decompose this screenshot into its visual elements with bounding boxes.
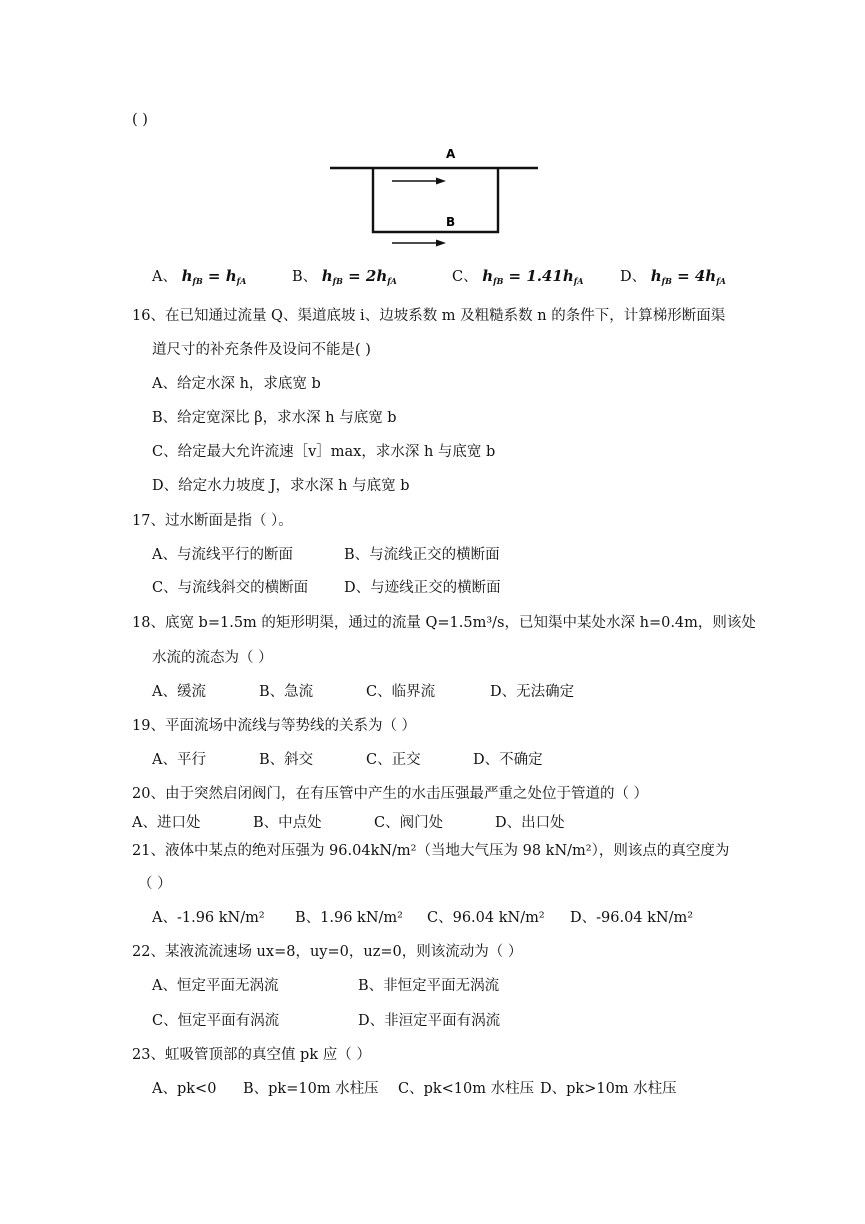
q16-option-a: A、给定水深 h，求底宽 b <box>152 376 321 392</box>
q21-stem-line2: （ ） <box>138 876 172 892</box>
pipe-b-loop <box>373 168 498 232</box>
q22-option-d: D、非洹定平面有涡流 <box>358 1013 501 1029</box>
q19-option-a: A、平行 <box>152 752 206 768</box>
q21-option-c: C、96.04 kN/m² <box>427 910 545 926</box>
q21-option-b: B、1.96 kN/m² <box>295 910 403 926</box>
formula: $h_{fB} = h_{fA}$ <box>181 267 247 286</box>
q15-option-d: D、 $h_{fB} = 4h_{fA}$ <box>620 267 726 286</box>
q16-option-d: D、给定水力坡度 J，求水深 h 与底宽 b <box>152 478 410 494</box>
q16-stem-line1: 16、在已知通过流量 Q、渠道底坡 i、边坡系数 m 及粗糙系数 n 的条件下，计算梯形断面渠 <box>132 308 726 324</box>
q21-option-d: D、-96.04 kN/m² <box>570 910 694 926</box>
label-b: B <box>446 215 456 229</box>
q17-stem: 17、过水断面是指（ ）。 <box>132 513 293 529</box>
q20-stem: 20、由于突然启闭阀门，在有压管中产生的水击压强最严重之处位于管道的（ ） <box>132 786 649 802</box>
q17-option-b: B、与流线正交的横断面 <box>344 547 500 563</box>
pipe-diagram <box>330 140 550 255</box>
q22-option-c: C、恒定平面有涡流 <box>152 1013 280 1029</box>
q23-stem: 23、虹吸管顶部的真空值 pk 应（ ） <box>132 1047 371 1063</box>
q15-option-b: B、 $h_{fB} = 2h_{fA}$ <box>292 267 397 286</box>
q16-stem-line2: 道尺寸的补充条件及设问不能是( ) <box>152 342 371 358</box>
formula: $h_{fB} = 1.41h_{fA}$ <box>482 267 584 286</box>
q23-option-b: B、pk=10m 水柱压 <box>243 1081 379 1097</box>
q15-option-c: C、 $h_{fB} = 1.41h_{fA}$ <box>452 267 584 286</box>
q18-option-d: D、无法确定 <box>490 684 575 700</box>
q18-option-a: A、缓流 <box>152 684 206 700</box>
q22-option-a: A、恒定平面无涡流 <box>152 978 279 994</box>
q19-option-b: B、斜交 <box>259 752 314 768</box>
q20-option-a: A、进口处 <box>132 815 201 831</box>
q23-option-d: D、pk>10m 水柱压 <box>540 1081 677 1097</box>
q19-option-d: D、不确定 <box>473 752 543 768</box>
q18-stem-line2: 水流的流态为（ ） <box>152 650 273 666</box>
label-a: A <box>446 147 456 161</box>
formula: $h_{fB} = 2h_{fA}$ <box>321 267 397 286</box>
q17-option-d: D、与迹线正交的横断面 <box>344 580 501 596</box>
q17-option-a: A、与流线平行的断面 <box>152 547 293 563</box>
answer-blank: ( ) <box>132 112 148 128</box>
q18-option-c: C、临界流 <box>366 684 436 700</box>
q22-option-b: B、非恒定平面无涡流 <box>358 978 500 994</box>
q18-option-b: B、急流 <box>259 684 314 700</box>
q16-option-b: B、给定宽深比 β，求水深 h 与底宽 b <box>152 410 397 426</box>
q16-option-c: C、给定最大允许流速［v］max，求水深 h 与底宽 b <box>152 444 496 460</box>
q20-option-d: D、出口处 <box>495 815 565 831</box>
q23-option-a: A、pk<0 <box>152 1081 217 1097</box>
q22-stem: 22、某液流流速场 ux=8，uy=0，uz=0，则该流动为（ ） <box>132 944 523 960</box>
q17-option-c: C、与流线斜交的横断面 <box>152 580 309 596</box>
q23-option-c: C、pk<10m 水柱压 <box>398 1081 535 1097</box>
q21-option-a: A、-1.96 kN/m² <box>152 910 265 926</box>
q20-option-c: C、阀门处 <box>374 815 444 831</box>
q21-stem-line1: 21、液体中某点的绝对压强为 96.04kN/m²（当地大气压为 98 kN/m²），则该点的真空度为 <box>132 843 730 859</box>
q19-stem: 19、平面流场中流线与等势线的关系为（ ） <box>132 718 417 734</box>
q19-option-c: C、正交 <box>366 752 421 768</box>
q18-stem-line1: 18、底宽 b=1.5m 的矩形明渠，通过的流量 Q=1.5m³/s，已知渠中某处水深 h=0.4m，则该处 <box>132 615 756 631</box>
q15-option-a: A、 $h_{fB} = h_{fA}$ <box>152 267 247 286</box>
formula: $h_{fB} = 4h_{fA}$ <box>650 267 726 286</box>
q20-option-b: B、中点处 <box>253 815 322 831</box>
